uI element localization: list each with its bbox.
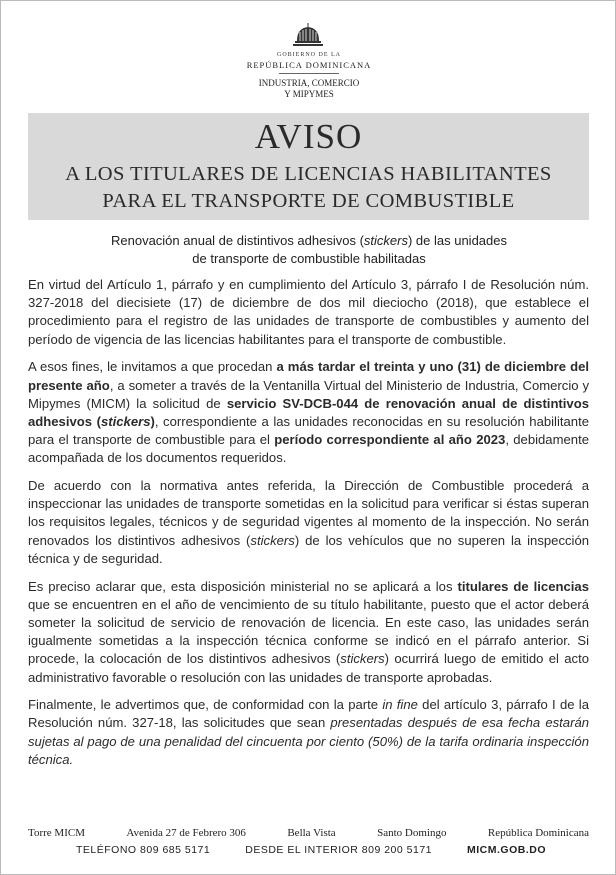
p2-period: período correspondiente al año 2023 — [274, 432, 506, 448]
p5-in-fine: in fine — [382, 697, 418, 713]
gov-name: REPÚBLICA DOMINICANA — [246, 60, 372, 70]
p3-text: ) de los vehículos que no superen la inspección técnica y de seguridad. — [28, 532, 590, 566]
footer-street: Avenida 27 de Febrero 306 — [126, 827, 246, 839]
header-divider — [279, 73, 339, 74]
p2-stickers: stickers — [100, 413, 151, 429]
p4-stickers: stickers — [340, 651, 385, 667]
p2-text: , correspondiente a las unidades reconocidas en su resolución habilitante para el transporte de combustible para el — [28, 413, 589, 448]
ministry-line-1: INDUSTRIA, COMERCIO — [258, 78, 360, 88]
page-title: AVISO — [254, 117, 363, 156]
p3-text: De acuerdo con la normativa antes referida, la Dirección de Combustible procederá a inspeccionar las unidades de transporte sometidas en la solicitud para verificar si éstas superan los requisitos legales, técnicos y de seguridad vigentes al momento de la inspección. No serán renovados los distintivos adhesivos ( — [28, 478, 589, 548]
paragraph-3 — [28, 477, 589, 568]
footer-country: República Dominicana — [487, 827, 589, 839]
ministry-line-2: Y MIPYMES — [284, 89, 334, 99]
paragraph-2 — [28, 358, 589, 467]
p4-text: Es preciso aclarar que, esta disposición ministerial no se aplicará a los — [28, 578, 458, 594]
p2-text: , a someter a través de la Ventanilla Virtual del Ministerio de Industria, Comercio y Mipymes (MICM) la solicitud de — [28, 377, 590, 411]
title-banner — [28, 113, 589, 220]
footer-sector: Bella Vista — [287, 827, 336, 839]
notice-body — [28, 276, 589, 779]
notice-subtitle — [41, 232, 577, 268]
p3-stickers: stickers — [250, 532, 295, 548]
subtitle-text: de transporte de combustible habilitadas — [192, 251, 426, 266]
footer-address — [28, 827, 589, 839]
footer-city: Santo Domingo — [377, 827, 447, 839]
paragraph-1: En virtud del Artículo 1, párrafo y en cumplimiento del Artículo 3, párrafo I de Resolución núm. 327-2018 del diecisiete (17) de diciembre de dos mil dieciocho (2018), que establece el procedimiento para el registro de las unidades de transporte de combustibles y aumento del período de vigencia de las licencias habilitantes para el transporte de combustible. — [28, 277, 589, 347]
ministry-name — [1, 78, 616, 100]
p2-service-text: servicio SV-DCB-044 de renovación anual de distintivos adhesivos ( — [28, 395, 589, 429]
p4-license-holders: titulares de licencias — [457, 578, 589, 594]
footer-phone: TELÉFONO 809 685 5171 — [76, 844, 211, 856]
subtitle-text: Renovación anual de distintivos adhesivos ( — [110, 233, 364, 248]
footer-website: MICM.GOB.DO — [467, 844, 546, 856]
p5-text: Finalmente, le advertimos que, de conformidad con la parte — [28, 697, 383, 713]
paragraph-5 — [28, 696, 589, 769]
gov-label: GOBIERNO DE LA — [277, 52, 341, 58]
p5-text: del artículo 3, párrafo I de la Resolución núm. 327-18, las solicitudes que sean — [28, 697, 589, 731]
government-seal-icon — [290, 23, 326, 49]
paragraph-4 — [28, 578, 589, 687]
p5-penalty: presentadas después de esa fecha estarán sujetas al pago de una penalidad del cincuenta por ciento (50%) de la tarifa ordinaria inspección técnica. — [28, 715, 590, 767]
p2-deadline: a más tardar el treinta y uno (31) de diciembre del presente año — [28, 359, 589, 393]
banner-subtitle — [28, 161, 589, 215]
banner-subtitle-line-2: PARA EL TRANSPORTE DE COMBUSTIBLE — [102, 190, 515, 212]
banner-subtitle-line-1: A LOS TITULARES DE LICENCIAS HABILITANTES — [65, 163, 552, 185]
p2-text: , debidamente acompañada de los documentos requeridos. — [28, 432, 589, 466]
p2-text: A esos fines, le invitamos a que procedan — [28, 359, 277, 375]
p4-text: ) ocurrirá luego de emitido el acto administrativo favorable o resolución con las unidades de transporte aprobadas. — [28, 651, 590, 685]
footer-interior-phone: DESDE EL INTERIOR 809 200 5171 — [245, 844, 433, 856]
footer-building: Torre MICM — [28, 827, 85, 839]
subtitle-stickers: stickers — [363, 233, 408, 248]
p4-text: que se encuentren en el año de vencimiento de su título habilitante, puesto que el actor deberá someter la solicitud de servicio de renovación de licencia. En este caso, las unidades serán igualmente sometidas a la inspección técnica conforme se indicó en el párrafo anterior. Si procede, la colocación de los distintivos adhesivos ( — [28, 596, 589, 667]
footer-contact — [76, 844, 546, 856]
p2-service-text: ) — [150, 413, 155, 429]
subtitle-text: ) de las unidades — [407, 233, 507, 248]
